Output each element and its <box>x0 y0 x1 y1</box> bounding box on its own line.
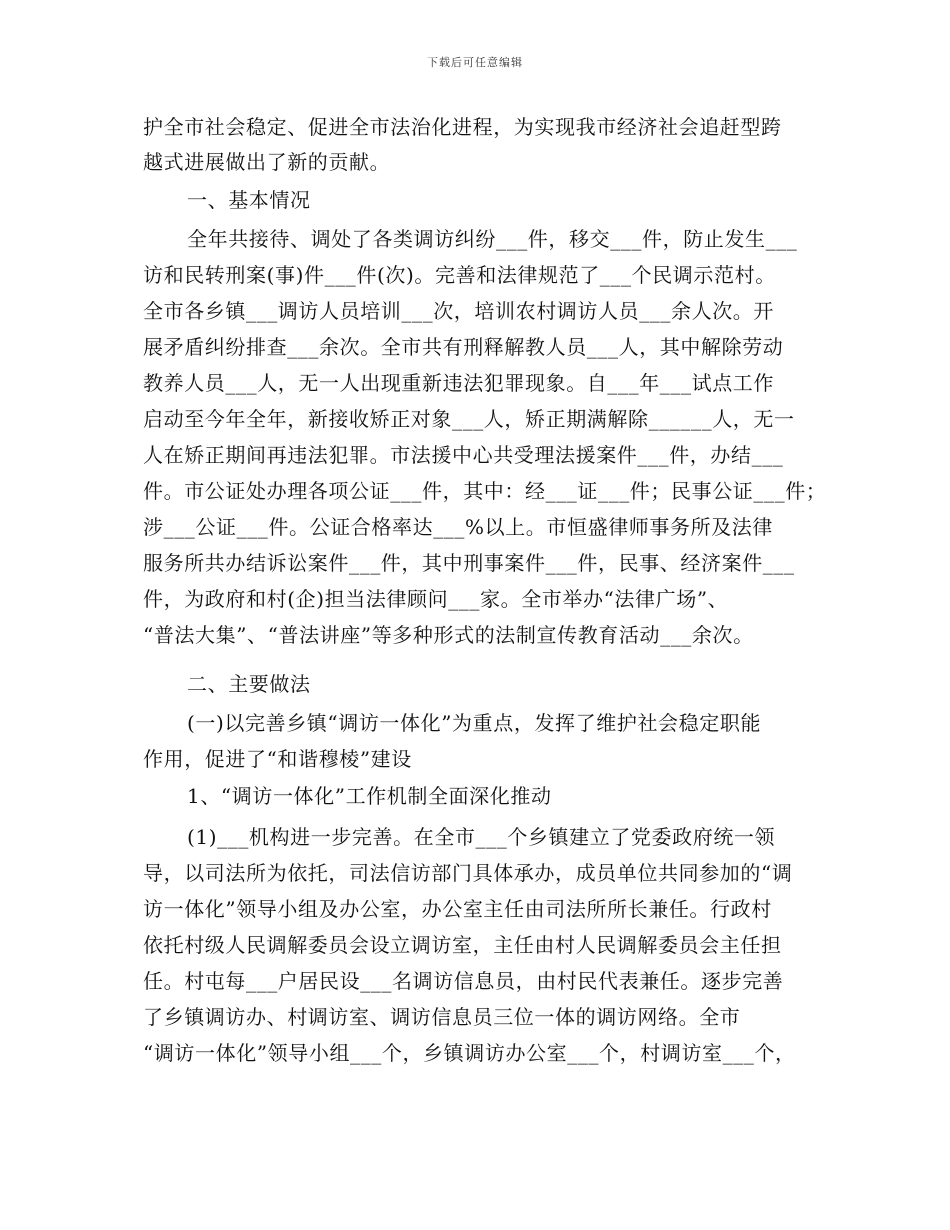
text-line: 人在矫正期间再违法犯罪。市法援中心共受理法援案件___件，办结___ <box>143 443 784 467</box>
header-note: 下载后可任意编辑 <box>427 56 523 69</box>
text-line: 启动至今年全年，新接收矫正对象___人，矫正期满解除______人，无一 <box>143 407 795 431</box>
text-line: 涉___公证___件。公证合格率达___%以上。市恒盛律师事务所及法律 <box>143 515 774 539</box>
text-line: 件。市公证处办理各项公证___件，其中：经___证___件；民事公证___件； <box>143 479 827 503</box>
text-line: 访一体化”领导小组及办公室，办公室主任由司法所所长兼任。行政村 <box>143 897 772 921</box>
text-line: (1)___机构进一步完善。在全市___个乡镇建立了党委政府统一领 <box>187 825 776 849</box>
text-line: “调访一体化”领导小组___个，乡镇调访办公室___个，村调访室___个， <box>143 1041 796 1065</box>
text-line: 全年共接待、调处了各类调访纠纷___件，移交___件，防止发生___ <box>187 227 798 251</box>
text-line: 越式进展做出了新的贡献。 <box>143 150 391 174</box>
text-line: “普法大集”、“普法讲座”等多种形式的法制宣传教育活动___余次。 <box>143 623 754 647</box>
text-line: 护全市社会稳定、促进全市法治化进程，为实现我市经济社会追赶型跨 <box>143 115 782 139</box>
item-heading: 1、“调访一体化”工作机制全面深化推动 <box>187 784 552 808</box>
text-line: 访和民转刑案(事)件___件(次)。完善和法律规范了___个民调示范村。 <box>143 263 776 287</box>
text-line: 任。村屯每___户居民设___名调访信息员，由村民代表兼任。逐步完善 <box>143 969 784 993</box>
text-line: 依托村级人民调解委员会设立调访室，主任由村人民调解委员会主任担 <box>143 933 782 957</box>
subsection-heading: 作用，促进了“和谐穆棱”建设 <box>143 747 412 771</box>
text-line: 导，以司法所为依托，司法信访部门具体承办，成员单位共同参加的“调 <box>143 861 793 885</box>
text-line: 了乡镇调访办、村调访室、调访信息员三位一体的调访网络。全市 <box>143 1005 741 1029</box>
section-heading: 一、基本情况 <box>187 188 311 212</box>
text-line: 件，为政府和村(企)担当法律顾问___家。全市举办“法律广场”、 <box>143 587 729 611</box>
text-line: 全市各乡镇___调访人员培训___次，培训农村调访人员___余人次。开 <box>143 299 774 323</box>
text-line: 展矛盾纠纷排查___余次。全市共有刑释解教人员___人，其中解除劳动 <box>143 335 784 359</box>
text-line: 服务所共办结诉讼案件___件，其中刑事案件___件，民事、经济案件___ <box>143 551 795 575</box>
subsection-heading: (一)以完善乡镇“调访一体化”为重点，发挥了维护社会稳定职能 <box>187 711 762 735</box>
section-heading: 二、主要做法 <box>187 672 311 696</box>
text-line: 教养人员___人，无一人出现重新违法犯罪现象。自___年___试点工作 <box>143 371 774 395</box>
